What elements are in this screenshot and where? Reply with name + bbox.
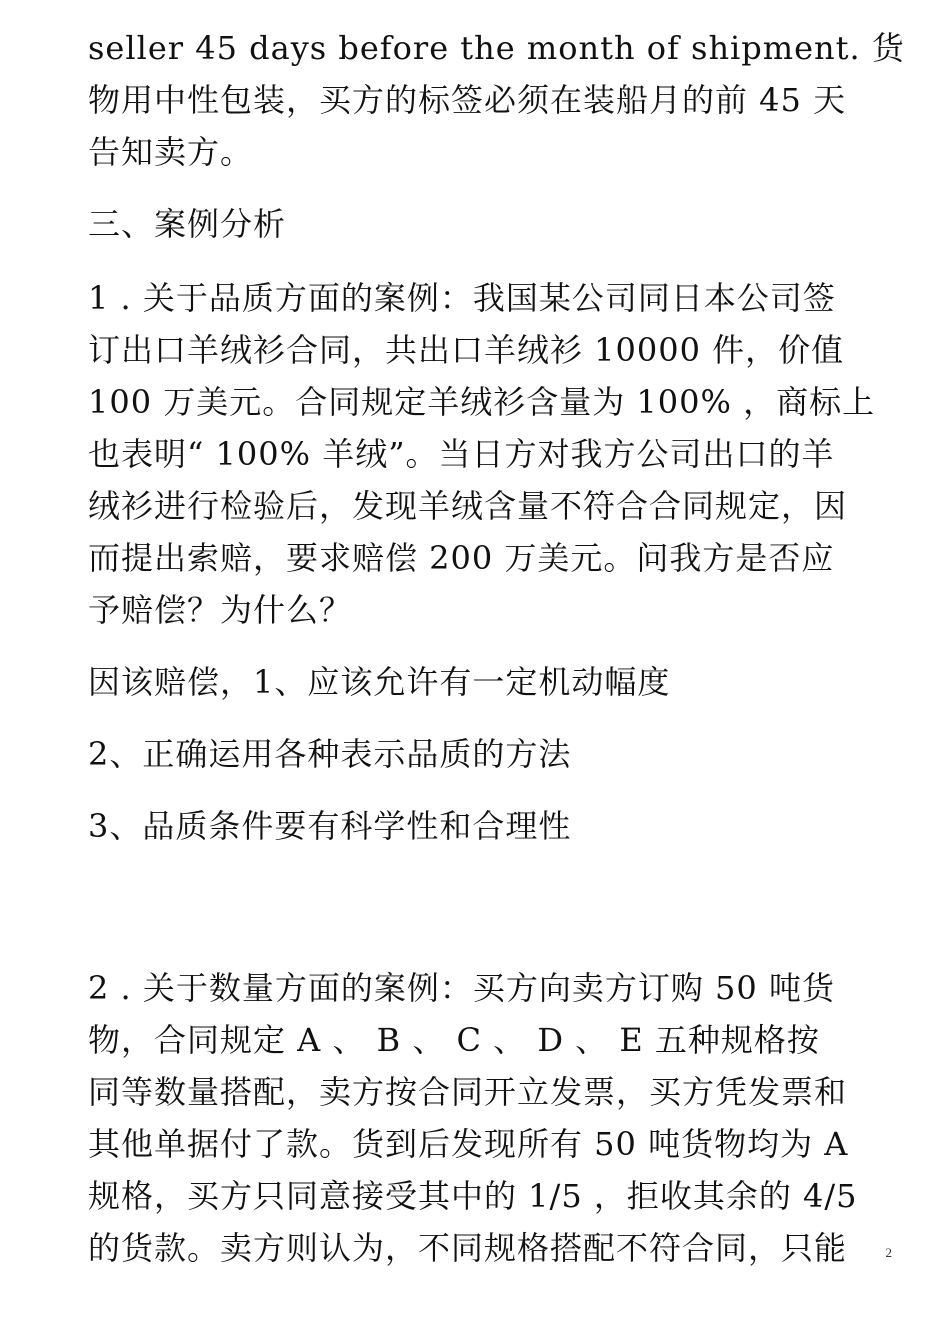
document-page bbox=[88, 22, 905, 1274]
text-line: 100 万美元。合同规定羊绒衫含量为 100% ，商标上 bbox=[88, 383, 876, 421]
page-number: 2 bbox=[885, 1245, 892, 1260]
text-line: 同等数量搭配，卖方按合同开立发票，买方凭发票和 bbox=[88, 1073, 848, 1111]
paragraph-packing-clause bbox=[88, 22, 905, 178]
text-line: 2、正确运用各种表示品质的方法 bbox=[88, 735, 572, 773]
text-line: 也表明“ 100% 羊绒”。当日方对我方公司出口的羊 bbox=[88, 435, 835, 473]
text-line: 1 . 关于品质方面的案例：我国某公司同日本公司签 bbox=[88, 279, 836, 317]
text-line: 绒衫进行检验后，发现羊绒含量不符合合同规定，因 bbox=[88, 487, 848, 525]
text-line: 因该赔偿，1、应该允许有一定机动幅度 bbox=[88, 663, 671, 701]
section-heading-case-analysis bbox=[88, 198, 898, 250]
text-line: seller 45 days before the month of shipment. 货 bbox=[88, 29, 905, 67]
text-line: 而提出索赔，要求赔偿 200 万美元。问我方是否应 bbox=[88, 539, 835, 577]
paragraph-answer-point-1 bbox=[88, 656, 898, 708]
text-line: 2 . 关于数量方面的案例：买方向卖方订购 50 吨货 bbox=[88, 969, 835, 1007]
text-line: 的货款。卖方则认为，不同规格搭配不符合同，只能 bbox=[88, 1229, 848, 1267]
text-line: 物，合同规定 A 、 B 、 C 、 D 、 E 五种规格按 bbox=[88, 1021, 820, 1059]
paragraph-answer-point-3 bbox=[88, 800, 898, 852]
text-line: 3、品质条件要有科学性和合理性 bbox=[88, 807, 572, 845]
text-line: 规格，买方只同意接受其中的 1/5 ，拒收其余的 4/5 bbox=[88, 1177, 858, 1215]
text-line: 订出口羊绒衫合同，共出口羊绒衫 10000 件，价值 bbox=[88, 331, 845, 369]
text-line: 物用中性包装，买方的标签必须在装船月的前 45 天 bbox=[88, 81, 847, 119]
paragraph-quantity-case bbox=[88, 962, 898, 1274]
paragraph-quality-case bbox=[88, 272, 898, 636]
text-line: 其他单据付了款。货到后发现所有 50 吨货物均为 A bbox=[88, 1125, 849, 1163]
paragraph-answer-point-2 bbox=[88, 728, 898, 780]
text-line: 三、案例分析 bbox=[88, 205, 287, 243]
text-line: 予赔偿？为什么？ bbox=[88, 591, 353, 629]
text-line: 告知卖方。 bbox=[88, 133, 254, 171]
